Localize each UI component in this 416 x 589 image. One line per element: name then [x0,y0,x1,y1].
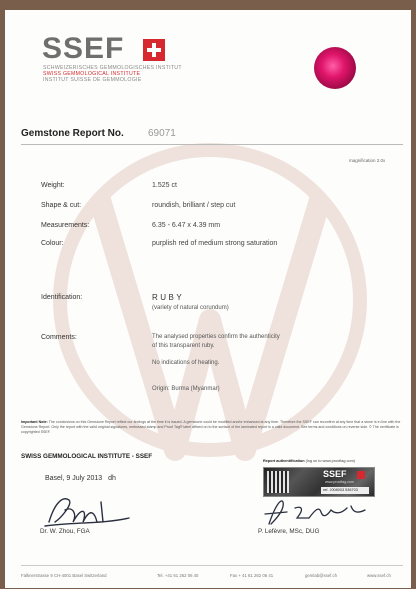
weight-label: Weight: [41,182,65,189]
institute-name-en: SWISS GEMMOLOGICAL INSTITUTE [43,71,141,77]
authentication-text: (log on to www.prooftag.com) [305,459,356,463]
hologram-cross-icon [357,471,365,479]
hologram-website: www.prooftag.com [325,480,354,484]
footer-address: Falknerstrasse 9 CH-4001 Basel Switzerland [21,573,107,578]
footer-website[interactable]: www.ssef.ch [367,573,391,578]
measurements-value: 6.35 - 6.47 x 4.39 mm [152,222,221,229]
important-note-text: The conclusions on this Gemstone Report reflect our findings at the time it is issued. A gemstone could be modified and/or enhanced at any time. Therefore the SSEF can reconfirm at any time that a stone is in line with the Gemstone Report. Only the report with the valid original signatures, embossed stamp and Proof Tag® label affixed on to the surface of the laminated report is a valid document. See terms and conditions on reverse side. © The certificate is copyrighted SSEF. [21,420,401,434]
ssef-logo: SSEF [42,32,125,65]
report-sheet [5,10,411,588]
colour-value: purplish red of medium strong saturation [152,240,278,247]
identification-variety: (variety of natural corundum) [152,305,229,311]
initials: dh [108,475,116,482]
hologram-brand: SSEF [323,469,347,479]
signature-right [261,492,371,530]
colour-label: Colour: [41,240,64,247]
signer-left-name: Dr. W. Zhou, FGA [40,528,90,535]
weight-value: 1.525 ct [152,182,177,189]
magnification-label: magnification 2.0x [349,158,386,163]
signer-right-name: P. Lefèvre, MSc, DUG [258,528,320,535]
identification-value: RUBY [152,293,185,302]
institute-signoff: SWISS GEMMOLOGICAL INSTITUTE - SSEF [21,453,153,460]
identification-label: Identification: [41,294,83,301]
comments-origin: Origin: Burma (Myanmar) [152,386,220,392]
important-note [21,420,407,434]
report-number: 69071 [148,128,176,139]
institute-name-de: SCHWEIZERISCHES GEMMOLOGISCHES INSTITUT [43,65,182,71]
prooftag-code [267,471,289,493]
measurements-label: Measurements: [41,222,90,229]
comments-label: Comments: [41,334,77,341]
footer-divider [21,565,403,566]
comments-heating: No indications of heating. [152,360,220,366]
shape-cut-value: roundish, brilliant / step cut [152,202,236,209]
watermark-logo [45,90,375,510]
important-note-heading: Important Note: [21,420,48,424]
footer-fax: Fax + 41 61 262 06 41 [230,573,274,578]
swiss-cross-icon [143,39,165,61]
hologram-reference: ref. J008003 536703 [321,487,369,494]
signature-left [43,492,131,530]
institute-name-fr: INSTITUT SUISSE DE GEMMOLOGIE [43,77,142,83]
shape-cut-label: Shape & cut: [41,202,82,209]
authentication-heading: Report authentification [263,459,305,463]
comments-line-1: The analysed properties confirm the authenticity [152,334,280,340]
footer-tel: Tel. +41 61 262 06 40 [157,573,199,578]
report-title: Gemstone Report No. [21,128,124,139]
authentication-note [263,459,355,463]
header-divider [21,144,403,145]
gemstone-photo [314,47,356,89]
place-date [45,475,116,482]
footer-email[interactable]: gemlab@ssef.ch [305,573,338,578]
comments-line-2: of this transparent ruby. [152,343,215,349]
place-date-text: Basel, 9 July 2013 [45,475,103,482]
